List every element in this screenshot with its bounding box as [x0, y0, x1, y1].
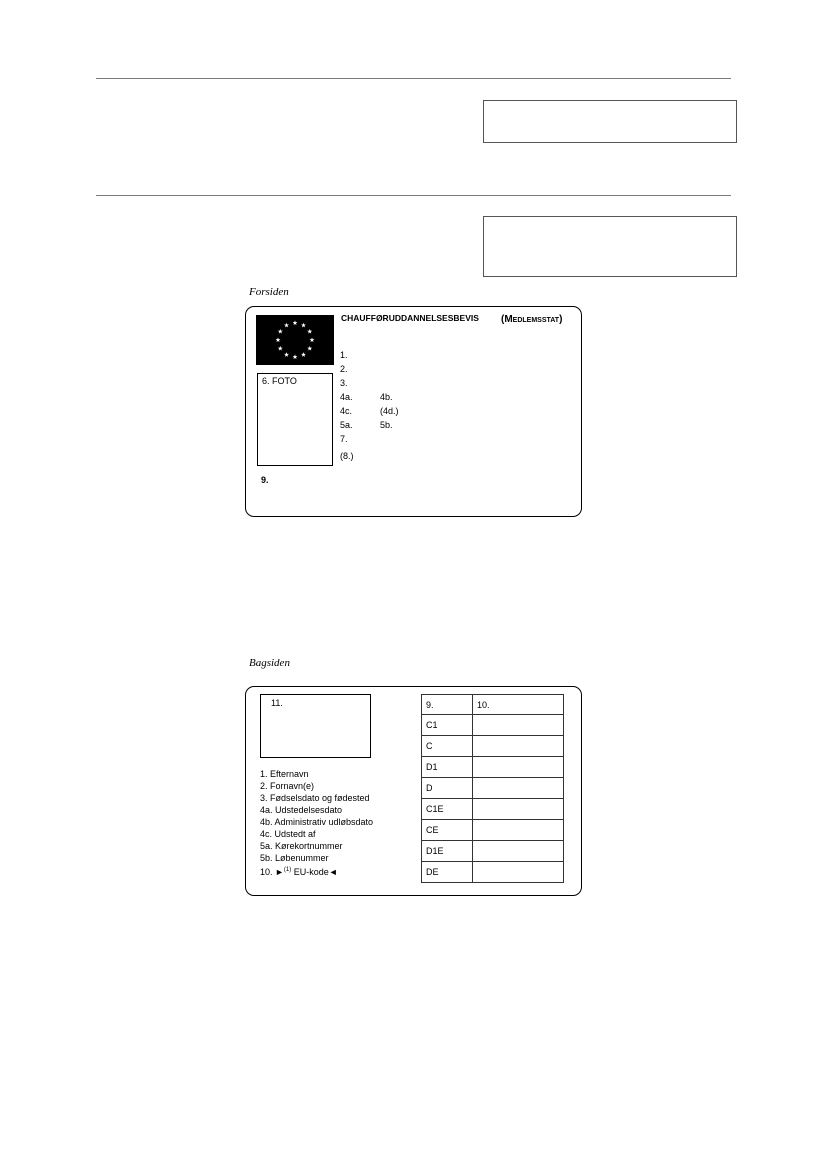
table-row [422, 736, 564, 757]
category-cell: C1 [422, 715, 473, 736]
back-card [245, 686, 582, 896]
middle-rule [96, 195, 731, 196]
star-icon [284, 352, 289, 357]
field-4c: 4c. [340, 406, 353, 416]
table-header-row [422, 695, 564, 715]
header-9: 9. [422, 695, 473, 715]
category-cell: D [422, 778, 473, 799]
date-cell [473, 757, 564, 778]
header-box-1 [483, 100, 737, 143]
legend-item: 3. Fødselsdato og fødested [260, 793, 370, 803]
top-rule [96, 78, 731, 79]
field-4b: 4b. [380, 392, 393, 402]
field-4a: 4a. [340, 392, 353, 402]
star-icon [293, 354, 298, 359]
table-row [422, 862, 564, 883]
photo-box [257, 373, 333, 466]
table-row [422, 799, 564, 820]
table-row [422, 715, 564, 736]
field-8: (8.) [340, 451, 354, 461]
field-2: 2. [340, 364, 348, 374]
field-5b: 5b. [380, 420, 393, 430]
star-icon [310, 337, 315, 342]
category-cell: C1E [422, 799, 473, 820]
back-caption: Bagsiden [249, 657, 290, 669]
table-row [422, 757, 564, 778]
star-icon [276, 337, 281, 342]
photo-label: 6. FOTO [262, 376, 297, 386]
card-title: CHAUFFØRUDDANNELSESBEVIS [341, 313, 479, 323]
eu-flag-icon [256, 315, 334, 365]
legend-10-suffix: EU-kode◄ [291, 867, 338, 877]
field-7: 7. [340, 434, 348, 444]
table-row [422, 778, 564, 799]
date-cell [473, 736, 564, 757]
date-cell [473, 799, 564, 820]
star-icon [293, 320, 298, 325]
front-caption: Forsiden [249, 286, 289, 298]
legend-item: 4a. Udstedelsesdato [260, 805, 343, 815]
field-5a: 5a. [340, 420, 353, 430]
category-cell: C [422, 736, 473, 757]
date-cell [473, 820, 564, 841]
field-4d: (4d.) [380, 406, 399, 416]
star-icon [278, 329, 283, 334]
legend-item: 5b. Løbenummer [260, 853, 329, 863]
category-cell: D1 [422, 757, 473, 778]
date-cell [473, 862, 564, 883]
table-row [422, 841, 564, 862]
date-cell [473, 715, 564, 736]
star-icon [301, 352, 306, 357]
category-cell: D1E [422, 841, 473, 862]
field-1: 1. [340, 350, 348, 360]
header-box-2 [483, 216, 737, 277]
field-9: 9. [261, 475, 269, 485]
star-icon [301, 323, 306, 328]
legend-item: 5a. Kørekortnummer [260, 841, 343, 851]
category-table [421, 694, 564, 883]
star-icon [307, 346, 312, 351]
field-3: 3. [340, 378, 348, 388]
date-cell [473, 841, 564, 862]
member-state: (Medlemsstat) [501, 314, 563, 325]
eu-stars-icon [256, 315, 334, 365]
legend-item: 4b. Administrativ udløbsdato [260, 817, 374, 827]
legend-item: 4c. Udstedt af [260, 829, 316, 839]
legend-item-10 [260, 865, 338, 878]
star-icon [278, 346, 283, 351]
category-cell: CE [422, 820, 473, 841]
table-row [422, 820, 564, 841]
header-10: 10. [473, 695, 564, 715]
front-card [245, 306, 582, 517]
category-cell: DE [422, 862, 473, 883]
legend-10-footnote: (1) [283, 867, 292, 873]
legend-item: 2. Fornavn(e) [260, 781, 315, 791]
legend-10-prefix: 10. ► [260, 867, 284, 877]
legend-item: 1. Efternavn [260, 769, 309, 779]
field-11-box [260, 694, 371, 758]
field-11-label: 11. [271, 698, 283, 708]
date-cell [473, 778, 564, 799]
star-icon [284, 323, 289, 328]
star-icon [307, 329, 312, 334]
